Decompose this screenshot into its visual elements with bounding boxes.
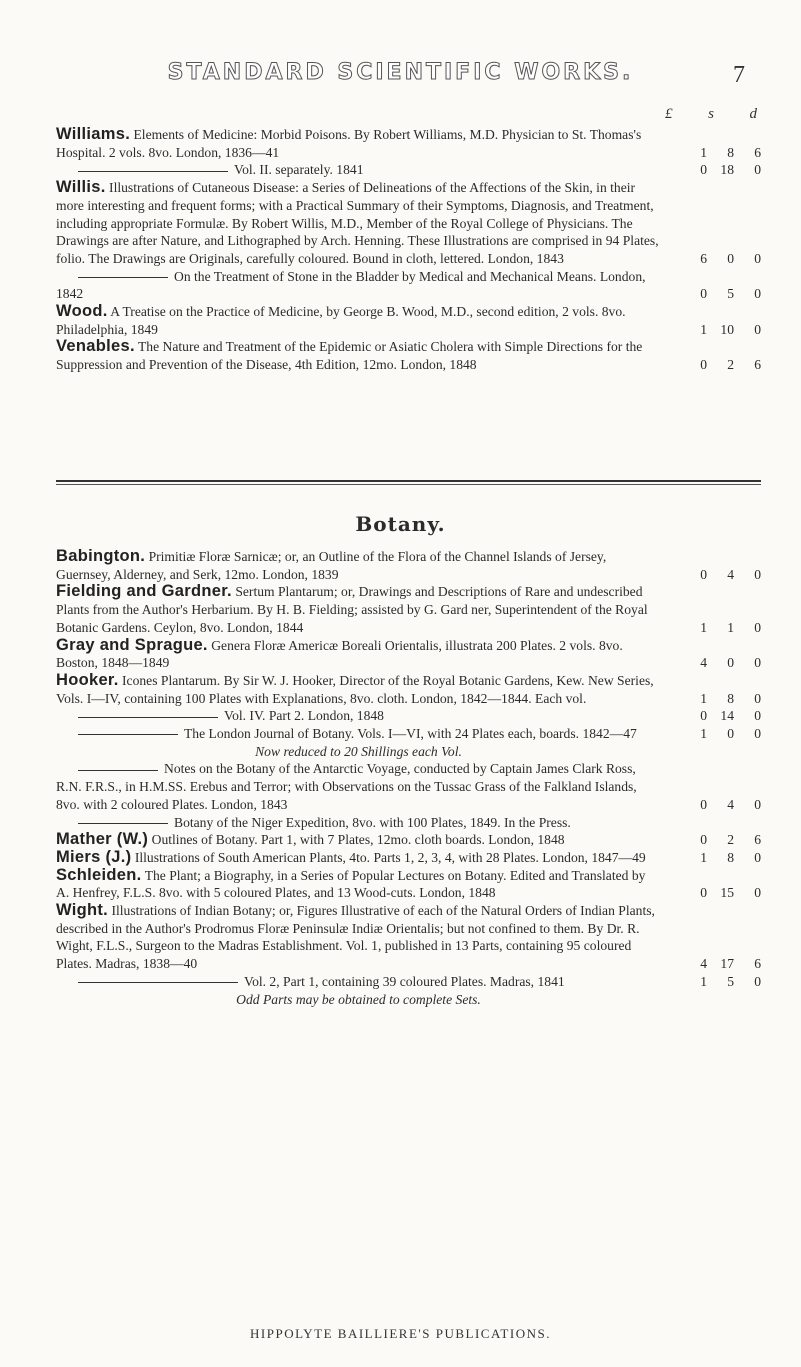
price-pence: 0: [754, 849, 761, 865]
ditto-rule: [78, 717, 218, 718]
entry-author: Miers (J.): [56, 847, 132, 866]
entry-author: Mather (W.): [56, 830, 149, 849]
entry-description: A Treatise on the Practice of Medicine, by George B. Wood, M.D., second edition, 2 vols. 8vo. Philadelphia, 1849: [56, 304, 626, 337]
price-shillings: 17: [720, 956, 734, 972]
entry-description: On the Treatment of Stone in the Bladder by Medical and Mechanical Means. London, 1842: [56, 268, 646, 302]
ditto-rule: [78, 823, 168, 824]
entry-price: [681, 654, 761, 672]
catalogue-entry: [56, 831, 761, 849]
entry-price: [681, 321, 761, 339]
botany-entries: [56, 548, 761, 1008]
catalogue-entry: [56, 583, 761, 636]
entry-price: [681, 831, 761, 849]
catalogue-entry: [56, 814, 761, 832]
price-shillings: 8: [727, 849, 734, 865]
catalogue-entry: [56, 268, 761, 303]
entry-description: Illustrations of Indian Botany; or, Figures Illustrative of each of the Natural Orders of Indian Plants, described in the Author's Prodromus Floræ Peninsulæ Indiæ Orientalis; but not confined to them. By Dr. R. Wight, F.L.S., Surgeon to the Madras Establishment. Vol. 1, published in 13 Parts, containing 95 coloured Plates. Madras, 1838—40: [56, 903, 655, 972]
price-pence: 0: [754, 796, 761, 812]
catalogue-entry: [56, 760, 761, 813]
price-pence: 6: [754, 832, 761, 848]
price-shillings: 4: [727, 566, 734, 582]
price-pounds: 0: [700, 566, 707, 582]
entry-description: The London Journal of Botany. Vols. I—VI, with 24 Plates each, boards. 1842—47: [184, 726, 637, 742]
entry-description: Genera Floræ Americæ Boreali Orientalis, illustrata 200 Plates. 2 vols. 8vo. Boston, 1848—1849: [56, 637, 623, 671]
price-pounds: 0: [700, 357, 707, 373]
catalogue-entry: [56, 179, 761, 268]
medicine-entries: [56, 126, 761, 374]
entry-author: Babington.: [56, 547, 146, 565]
price-pounds: 0: [700, 708, 707, 724]
price-shillings: 8: [727, 144, 734, 160]
entry-description: Icones Plantarum. By Sir W. J. Hooker, Director of the Royal Botanic Gardens, Kew. New Series, Vols. I—IV, containing 100 Plates with Explanations, 8vo. cloth. London, 1842—1844. Each vol.: [56, 672, 654, 706]
price-shillings: 1: [727, 619, 734, 635]
price-pence: 0: [754, 973, 761, 989]
price-shillings: 0: [727, 655, 734, 671]
section-divider: [56, 480, 761, 482]
entry-price: [681, 285, 761, 303]
entry-price: [681, 707, 761, 725]
catalogue-entry: [56, 637, 761, 672]
price-pence: 0: [754, 566, 761, 582]
entry-description: Elements of Medicine: Morbid Poisons. By Robert Williams, M.D. Physician to St. Thomas's Hospital. 2 vols. 8vo. London, 1836—41: [56, 127, 642, 160]
catalogue-entry: [56, 303, 761, 338]
section-title-botany: Botany.: [355, 512, 446, 536]
entry-description: Illustrations of South American Plants, 4to. Parts 1, 2, 3, 4, with 28 Plates. London, 1847—49: [134, 849, 646, 865]
price-column-header: [665, 106, 757, 123]
price-pence: 0: [754, 690, 761, 706]
ditto-rule: [78, 171, 228, 172]
price-pounds: 0: [700, 885, 707, 901]
entry-price: [681, 973, 761, 991]
ditto-rule: [78, 982, 238, 983]
price-shillings: 14: [720, 708, 734, 724]
entry-price: [681, 566, 761, 584]
price-pounds: 4: [700, 655, 707, 671]
shillings-header: s: [708, 106, 714, 122]
ditto-rule: [78, 770, 158, 771]
entry-price: [681, 690, 761, 708]
catalogue-entry: [56, 707, 761, 725]
entry-price: [681, 796, 761, 814]
entry-price: [681, 884, 761, 902]
entry-description: Sertum Plantarum; or, Drawings and Descriptions of Rare and undescribed Plants from the Author's Herbarium. By H. B. Fielding; assisted by G. Gard ner, Superintendent of the Royal Botanic Gardens. Ceylon, 8vo. London, 1844: [56, 584, 648, 635]
entry-note: Odd Parts may be obtained to complete Sets.: [236, 991, 481, 1007]
entry-description: Outlines of Botany. Part 1, with 7 Plates, 12mo. cloth boards. London, 1848: [151, 832, 565, 848]
entry-price: [681, 725, 761, 743]
entry-description: Vol. IV. Part 2. London, 1848: [224, 708, 384, 724]
entry-author: Wight.: [56, 901, 109, 920]
entry-price: [681, 356, 761, 374]
entry-price: [681, 144, 761, 162]
entry-author: Gray and Sprague.: [56, 635, 208, 654]
price-pounds: 0: [700, 832, 707, 848]
entry-price: [681, 250, 761, 268]
entry-author: Hooker.: [56, 670, 119, 689]
pounds-header: £: [665, 106, 673, 122]
price-pence: 0: [754, 655, 761, 671]
section-divider-thin: [56, 484, 761, 485]
price-pence: 0: [754, 321, 761, 337]
entry-author: Williams.: [56, 125, 131, 143]
publisher-footer: HIPPOLYTE BAILLIERE'S PUBLICATIONS.: [250, 1326, 551, 1341]
entry-price: [681, 849, 761, 867]
catalogue-entry: [56, 867, 761, 902]
entry-author: Willis.: [56, 178, 106, 197]
price-shillings: 0: [727, 726, 734, 742]
price-shillings: 2: [727, 357, 734, 373]
price-pence: 0: [754, 708, 761, 724]
page-number: 7: [733, 62, 745, 88]
price-pounds: 1: [700, 619, 707, 635]
price-pounds: 0: [700, 162, 707, 178]
entry-author: Fielding and Gardner.: [56, 582, 232, 601]
price-pence: 0: [754, 250, 761, 266]
price-pounds: 1: [700, 726, 707, 742]
catalogue-entry: [56, 973, 761, 1008]
catalogue-entry: [56, 126, 761, 161]
price-pence: 0: [754, 286, 761, 302]
price-shillings: 15: [720, 885, 734, 901]
running-title: STANDARD SCIENTIFIC WORKS.: [167, 60, 634, 85]
entry-description: Vol. 2, Part 1, containing 39 coloured Plates. Madras, 1841: [244, 973, 565, 989]
price-pence: 0: [754, 726, 761, 742]
catalogue-entry: [56, 902, 761, 973]
pence-header: d: [749, 106, 757, 122]
entry-description: The Nature and Treatment of the Epidemic or Asiatic Cholera with Simple Directions for the Suppression and Prevention of the Disease, 4th Edition, 12mo. London, 1848: [56, 339, 643, 373]
price-pence: 6: [754, 144, 761, 160]
catalogue-entry: [56, 849, 761, 867]
price-shillings: 2: [727, 832, 734, 848]
catalogue-entry: [56, 548, 761, 583]
price-pounds: 1: [700, 690, 707, 706]
price-pounds: 6: [700, 250, 707, 266]
entry-price: [681, 619, 761, 637]
price-shillings: 0: [727, 250, 734, 266]
price-pence: 0: [754, 162, 761, 178]
entry-note: Now reduced to 20 Shillings each Vol.: [255, 743, 462, 759]
entry-author: Schleiden.: [56, 865, 142, 884]
entry-price: [681, 955, 761, 973]
price-pounds: 1: [700, 144, 707, 160]
price-pounds: 1: [700, 849, 707, 865]
entry-author: Wood.: [56, 302, 108, 321]
price-shillings: 8: [727, 690, 734, 706]
catalogue-entry: [56, 672, 761, 707]
price-pounds: 1: [700, 973, 707, 989]
price-pounds: 4: [700, 956, 707, 972]
catalogue-entry: [56, 338, 761, 373]
price-shillings: 5: [727, 973, 734, 989]
price-pence: 0: [754, 885, 761, 901]
price-pounds: 0: [700, 796, 707, 812]
price-shillings: 18: [720, 162, 734, 178]
entry-price: [681, 161, 761, 179]
price-shillings: 4: [727, 796, 734, 812]
catalogue-entry: [56, 161, 761, 179]
entry-description: The Plant; a Biography, in a Series of Popular Lectures on Botany. Edited and Translated by A. Henfrey, F.L.S. 8vo. with 5 coloured Plates, and 13 Wood-cuts. London, 1848: [56, 867, 646, 901]
entry-author: Venables.: [56, 337, 135, 356]
price-pounds: 1: [700, 321, 707, 337]
price-pence: 6: [754, 357, 761, 373]
price-shillings: 10: [720, 321, 734, 337]
entry-description: Vol. II. separately. 1841: [234, 162, 364, 178]
entry-description: Illustrations of Cutaneous Disease: a Series of Delineations of the Affections of the Skin, in their more interesting and frequent forms; with a Practical Summary of their Symptoms, Diagnosis, and Treatment, including appropriate Formulæ. By Robert Willis, M.D., Member of the Royal College of Physicians. The Drawings are after Nature, and Lithographed by Arch. Henning. These Illustrations are comprised in 94 Plates, folio. The Drawings are Originals, carefully coloured. Bound in cloth, lettered. London, 1843: [56, 180, 659, 266]
price-pence: 0: [754, 619, 761, 635]
entry-description: Botany of the Niger Expedition, 8vo. with 100 Plates, 1849. In the Press.: [174, 814, 571, 830]
ditto-rule: [78, 277, 168, 278]
entry-description: Primitiæ Floræ Sarnicæ; or, an Outline of the Flora of the Channel Islands of Jersey, Guernsey, Alderney, and Serk, 12mo. London, 1839: [56, 549, 607, 582]
price-pounds: 0: [700, 286, 707, 302]
ditto-rule: [78, 734, 178, 735]
catalogue-entry: [56, 725, 761, 760]
price-pence: 6: [754, 956, 761, 972]
entry-description: Notes on the Botany of the Antarctic Voyage, conducted by Captain James Clark Ross, R.N. F.R.S., in H.M.SS. Erebus and Terror; with Observations on the Tussac Grass of the Falkland Islands, 8vo. with 2 coloured Plates. London, 1843: [56, 761, 637, 812]
price-shillings: 5: [727, 286, 734, 302]
